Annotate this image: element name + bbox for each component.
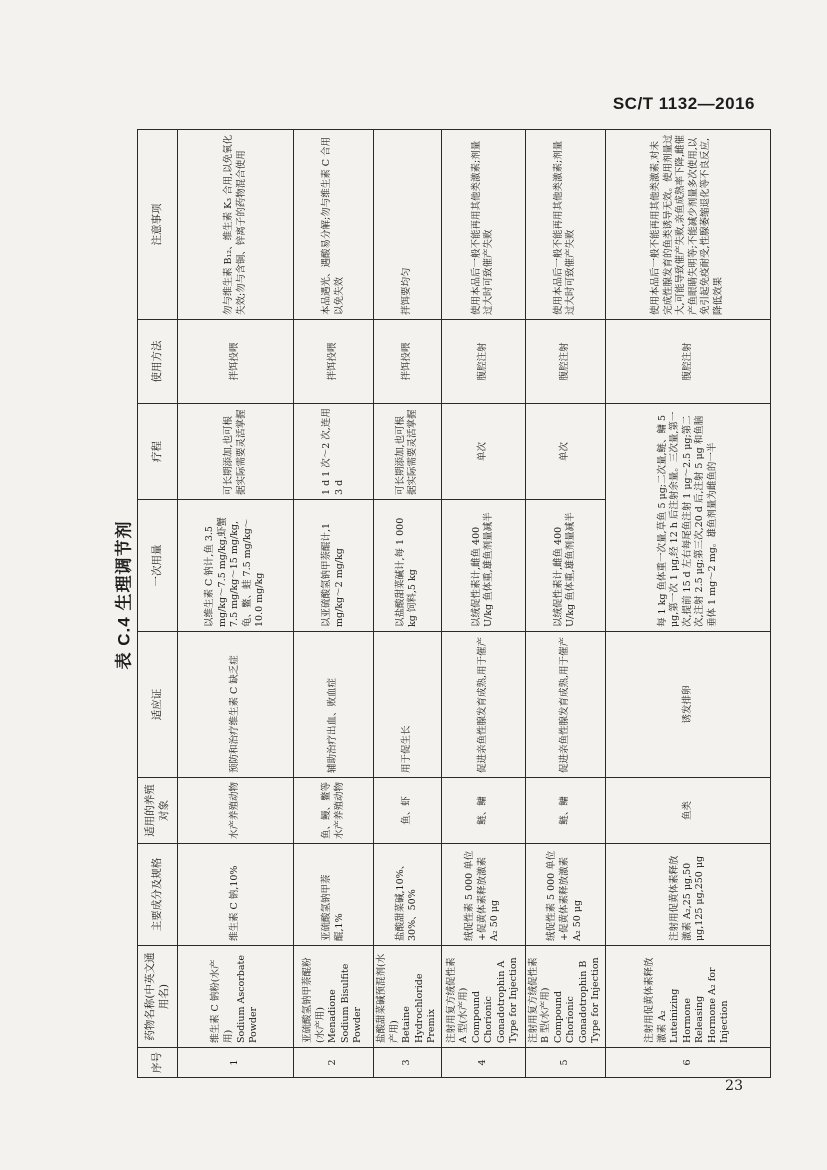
row-number: 5 bbox=[525, 1048, 605, 1078]
main-component: 亚硫酸氢钠甲萘醌,1% bbox=[294, 844, 374, 946]
page-number: 23 bbox=[725, 1078, 743, 1094]
drug-name bbox=[525, 946, 605, 1048]
course: 可长期添加,也可根据实际需要灵活掌握 bbox=[374, 404, 442, 500]
indication: 促进亲鱼性腺发育成熟,用于催产 bbox=[525, 632, 605, 778]
drug-name bbox=[374, 946, 442, 1048]
course: 单次 bbox=[525, 404, 605, 500]
usage-method: 拌饵投喂 bbox=[178, 320, 294, 404]
course: 1 d 1 次～2 次,连用 3 d bbox=[294, 404, 374, 500]
main-component: 注射用促黄体素释放激素 A₂,25 μg,50 μg,125 μg,250 μg bbox=[605, 844, 770, 946]
target-species: 鱼类 bbox=[605, 778, 770, 844]
table-header-row bbox=[138, 130, 178, 1078]
drug-name-cn: 亚硫酸氢钠甲萘醌粉(水产用) bbox=[302, 957, 326, 1043]
rotated-table-frame bbox=[137, 130, 768, 1078]
standard-code: SC/T 1132—2016 bbox=[612, 94, 755, 113]
usage-method: 腹腔注射 bbox=[441, 320, 525, 404]
main-component: 维生素 C 钠,10% bbox=[178, 844, 294, 946]
dosage: 以维生素 C 钠计,鱼 3.5 mg/kg～7.5 mg/kg,虾蟹 7.5 mg/kg～15 mg/kg,龟、鳖、蛙 7.5 mg/kg～10.0 mg/kg bbox=[178, 500, 294, 632]
indication: 用于促生长 bbox=[374, 632, 442, 778]
notes: 使用本品后一般不能再用其他类激素;剂量过大时可致催产失败 bbox=[525, 130, 605, 320]
table-row bbox=[441, 130, 525, 1078]
target-species: 鱼、鳗、鳖等水产养殖动物 bbox=[294, 778, 374, 844]
course: 可长期添加,也可根据实际需要灵活掌握 bbox=[178, 404, 294, 500]
table-title: 表 C.4 生理调节剂 bbox=[114, 520, 134, 670]
header-cell: 序号 bbox=[138, 1048, 178, 1078]
row-number: 2 bbox=[294, 1048, 374, 1078]
notes: 使用本品后一般不能再用其他类激素,对未完成性腺发育的鱼类诱导无效。使用剂量过大,可能导致催产失败,亲鱼成熟率下降,雌催产鱼眼睛失明等;不能减少剂量多次使用,以免引起免疫耐受,性腺萎缩退化等不良反应,降低效果 bbox=[605, 130, 770, 320]
row-number: 3 bbox=[374, 1048, 442, 1078]
notes: 本品遇光、遇酸易分解;勿与维生素 C 合用以免失效 bbox=[294, 130, 374, 320]
drug-name-en: Betaine Hydrochloride Premix bbox=[401, 973, 438, 1043]
row-number: 6 bbox=[605, 1048, 770, 1078]
target-species: 鱼、虾 bbox=[374, 778, 442, 844]
indication: 促进亲鱼性腺发育成熟,用于催产 bbox=[441, 632, 525, 778]
usage-method: 拌饵投喂 bbox=[374, 320, 442, 404]
dosage: 以绒促性素计,雌鱼 400 U/kg 鱼体重,雄鱼剂量减半 bbox=[525, 500, 605, 632]
table-row bbox=[525, 130, 605, 1078]
row-number: 4 bbox=[441, 1048, 525, 1078]
table-row bbox=[374, 130, 442, 1078]
header-cell: 使用方法 bbox=[138, 320, 178, 404]
target-species: 鲢、鳙 bbox=[441, 778, 525, 844]
row-number: 1 bbox=[178, 1048, 294, 1078]
drug-name-en: Luteinizing Hormone Releasing Hormone A₂ for Injection bbox=[669, 967, 731, 1043]
notes: 使用本品后一般不能再用其他类激素;剂量过大时可致催产失败 bbox=[441, 130, 525, 320]
usage-method: 拌饵投喂 bbox=[294, 320, 374, 404]
drug-name bbox=[178, 946, 294, 1048]
indication: 辅助治疗出血、败血症 bbox=[294, 632, 374, 778]
dosage: 以盐酸甜菜碱计,每 1 000 kg 饲料,5 kg bbox=[374, 500, 442, 632]
main-component: 盐酸甜菜碱,10%、30%、50% bbox=[374, 844, 442, 946]
target-species: 鲢、鳙 bbox=[525, 778, 605, 844]
drug-name-en: Menadione Sodium Bisulfite Powder bbox=[327, 963, 364, 1043]
header-cell: 药物名称(中英文通用名) bbox=[138, 946, 178, 1048]
drug-name-en: Compound Chorionic Gonadotrophin B Type for Injection bbox=[552, 957, 602, 1043]
drug-name bbox=[441, 946, 525, 1048]
indication: 预防和治疗维生素 C 缺乏症 bbox=[178, 632, 294, 778]
drug-name-cn: 注射用复方绒促性素 B 型(水产用) bbox=[527, 957, 552, 1043]
drug-name bbox=[605, 946, 770, 1048]
table-row bbox=[178, 130, 294, 1078]
header-cell: 主要成分及规格 bbox=[138, 844, 178, 946]
header-cell: 一次用量 bbox=[138, 500, 178, 632]
table-row bbox=[294, 130, 374, 1078]
indication: 诱发排卵 bbox=[605, 632, 770, 778]
notes: 勿与维生素 B₁₂、维生素 K₃ 合用,以免氧化失效;勿与含铜、锌离子的药物混合使用 bbox=[178, 130, 294, 320]
target-species: 水产养殖动物 bbox=[178, 778, 294, 844]
drug-name bbox=[294, 946, 374, 1048]
drug-name-cn: 注射用促黄体素释放激素 A₂ bbox=[643, 957, 668, 1043]
course: 单次 bbox=[441, 404, 525, 500]
drug-name-en: Compound Chorionic Gonadotrophin A Type for Injection bbox=[470, 957, 520, 1043]
drug-name-cn: 盐酸甜菜碱预混剂(水产用) bbox=[376, 953, 400, 1043]
drug-name-cn: 维生素 C 钠粉(水产用) bbox=[210, 959, 234, 1043]
header-cell: 适应证 bbox=[138, 632, 178, 778]
drug-name-en: Sodium Ascorbate Powder bbox=[235, 955, 260, 1043]
main-component: 绒促性素 5 000 单位+促黄体素释放激素 A₂ 50 μg bbox=[441, 844, 525, 946]
main-component: 绒促性素 5 000 单位+促黄体素释放激素 A₂ 50 μg bbox=[525, 844, 605, 946]
rotated-table-container bbox=[137, 130, 768, 1078]
notes: 拌饵要均匀 bbox=[374, 130, 442, 320]
dosage: 每 1 kg 鱼体重一次量,草鱼 5 μg;二次量,鲢、鳙 5 μg,第一次 1 μg,经 12 h 后注射余量。三次量,第一次,提前 15 d 左右每尾鱼注射 1 μg～2.5 μg;第二次,注射 2.5 μg;第三次,20 d 后,注射 5 μg 和鱼脑垂体 1 mg～2 mg。雄鱼剂量为雌鱼的一半 bbox=[605, 404, 770, 632]
dosage: 以亚硫酸氢钠甲萘醌计,1 mg/kg～2 mg/kg bbox=[294, 500, 374, 632]
usage-method: 腹腔注射 bbox=[525, 320, 605, 404]
regulator-table bbox=[137, 129, 771, 1078]
dosage: 以绒促性素计,雌鱼 400 U/kg 鱼体重,雄鱼剂量减半 bbox=[441, 500, 525, 632]
table-row bbox=[605, 130, 770, 1078]
usage-method: 腹腔注射 bbox=[605, 320, 770, 404]
header-cell: 注意事项 bbox=[138, 130, 178, 320]
drug-name-cn: 注射用复方绒促性素 A 型(水产用) bbox=[445, 957, 470, 1043]
header-cell: 疗程 bbox=[138, 404, 178, 500]
header-cell: 适用的养殖对象 bbox=[138, 778, 178, 844]
